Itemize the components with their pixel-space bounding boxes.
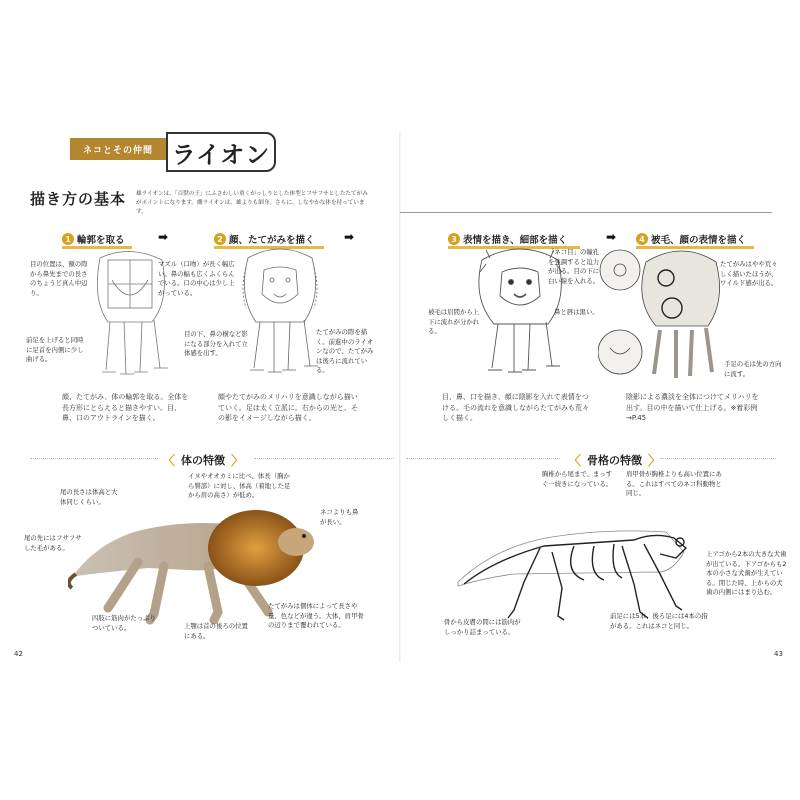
step-3-heading [448, 232, 567, 246]
step-1-description: 顔、たてがみ、体の輪郭を取る。全体を長方形にとらえると描きやすい。目、鼻、口のアウトラインを描く。 [62, 393, 189, 422]
note-front-leg: 前足を上げると同時に足首を内側に少し曲げる。 [26, 336, 84, 364]
note-fur-flow: 被毛は眉間から上下に流れが分かれる。 [428, 308, 480, 336]
page-left [8, 132, 400, 662]
arrow-icon: ➡ [606, 230, 617, 244]
step-label: 表情を描き、細部を描く [463, 235, 568, 246]
note-scapula: 肩甲骨が胸椎よりも高い位置にある。これはすべてのネコ科動物と同じ。 [626, 470, 722, 498]
step-3-description: 目、鼻、口を描き、顔に陰影を入れて表情をつける。毛の流れを意識しながらたてがみも荒々しく描く。 [442, 393, 589, 422]
bracket-right-icon: 〉 [648, 454, 662, 469]
step-2-description: 顔やたてがみのメリハリを意識しながら描いていく。足は太く立派に。右からの光と、その影をイメージしながら描く。 [218, 393, 358, 422]
divider [254, 458, 394, 459]
step-number: 2 [214, 233, 226, 245]
step-4-description: 陰影による濃淡を全体につけてメリハリを出す。目の中を描いて仕上げる。※着彩例→P.45 [626, 393, 759, 422]
divider [660, 458, 776, 459]
note-toes: 前足には5本、後ろ足には4本の指がある。これはネコと同じ。 [610, 612, 708, 630]
bracket-right-icon: 〉 [231, 454, 245, 469]
step-number: 4 [636, 233, 648, 245]
page-number-right: 43 [774, 650, 783, 658]
book-spread [8, 132, 792, 662]
skeleton-heading-label: 骨格の特徴 [587, 453, 643, 467]
intro-text: 雄ライオンは、「百獣の王」にふさわしい重くがっしりとした体型とフサフサとしたたてがみがポイントになります。雌ライオンは、雄よりも細身。さらに、しなやかな体を持っています。 [136, 191, 368, 215]
note-fangs: 上アゴから2本の大きな犬歯が出ている。下アゴからも2本の小さな犬歯が生えている。閉じた時、上からの犬歯の内側にはまり込む。 [706, 550, 787, 597]
note-spine: 胸椎から尾まで、まっすぐ一続きになっている。 [542, 470, 613, 488]
skeleton-heading [568, 450, 661, 469]
step-2-heading [214, 232, 315, 246]
note-eye-position: 目の位置は、額の際から鼻先までの長さのちょうど真ん中辺り。 [30, 260, 88, 297]
note-limbs: 四肢に筋肉がたっぷりついている。 [92, 614, 156, 632]
body-heading [162, 450, 244, 469]
note-muzzle: マズル（口吻）が長く幅広い。鼻の幅も広くふくらんでいる。口の中心は少し上がっている。 [158, 260, 235, 297]
step-label: 顔、たてがみを描く [229, 235, 315, 246]
lion-sketch-final [598, 248, 728, 388]
note-jaw: 上顎は首の後ろの位置にある。 [184, 622, 248, 640]
category-tag: ネコとその仲間 [70, 138, 166, 160]
note-body-height: イヌやオオカミに比べ、体長（胸から臀部）に対し、体高（着地した足から肩の高さ）が低め。 [188, 472, 291, 500]
note-nose-lips: 鼻と唇は黒い。 [554, 308, 599, 316]
bracket-left-icon: 〈 [568, 454, 582, 469]
step-4-heading [636, 232, 746, 246]
step-number: 3 [448, 233, 460, 245]
note-leg-fur: 手足の毛は先の方向に流す。 [724, 360, 782, 378]
section-line [400, 212, 772, 213]
note-mane-edge: たてがみの際を描く。前進中のライオンなので、たてがみは後ろに流れている。 [316, 328, 374, 375]
note-cat-eye: 「ネコ目」の瞳孔を強調すると迫力が出る。目の下に白い線を入れる。 [548, 248, 600, 285]
step-label: 被毛、顔の表情を描く [651, 235, 747, 246]
bracket-left-icon: 〈 [162, 454, 176, 469]
body-heading-label: 体の特徴 [181, 453, 226, 467]
step-1-heading [62, 232, 125, 246]
arrow-icon: ➡ [158, 230, 169, 244]
section-title-basics: 描き方の基本 [30, 190, 127, 208]
page-number-left: 42 [14, 650, 23, 658]
step-label: 輪郭を取る [77, 235, 125, 246]
page-title: ライオン [166, 132, 276, 172]
divider [30, 458, 158, 459]
note-muscle: 骨から皮膚の間には筋肉がしっかり詰まっている。 [444, 618, 521, 636]
page-right [400, 132, 792, 662]
note-nose: ネコよりも鼻が長い。 [320, 508, 359, 526]
note-tail-length: 尾の長さは体高と大体同じくらい。 [60, 488, 118, 506]
step-number: 1 [62, 233, 74, 245]
arrow-icon: ➡ [344, 230, 355, 244]
note-tail-tip: 尾の先にはフサフサした毛がある。 [24, 534, 82, 552]
step-underline [62, 246, 132, 249]
note-shadow: 目の下、鼻の横など影になる部分を入れて立体感を出す。 [184, 330, 248, 358]
divider [406, 458, 560, 459]
note-mane-coverage: たてがみは個体によって長さや量、色などが違う。大体、肩甲骨の辺りまで覆われている。 [268, 602, 364, 630]
note-wild-mane: たてがみはやや荒々しく描いたほうが、ワイルド感が出る。 [720, 260, 778, 288]
